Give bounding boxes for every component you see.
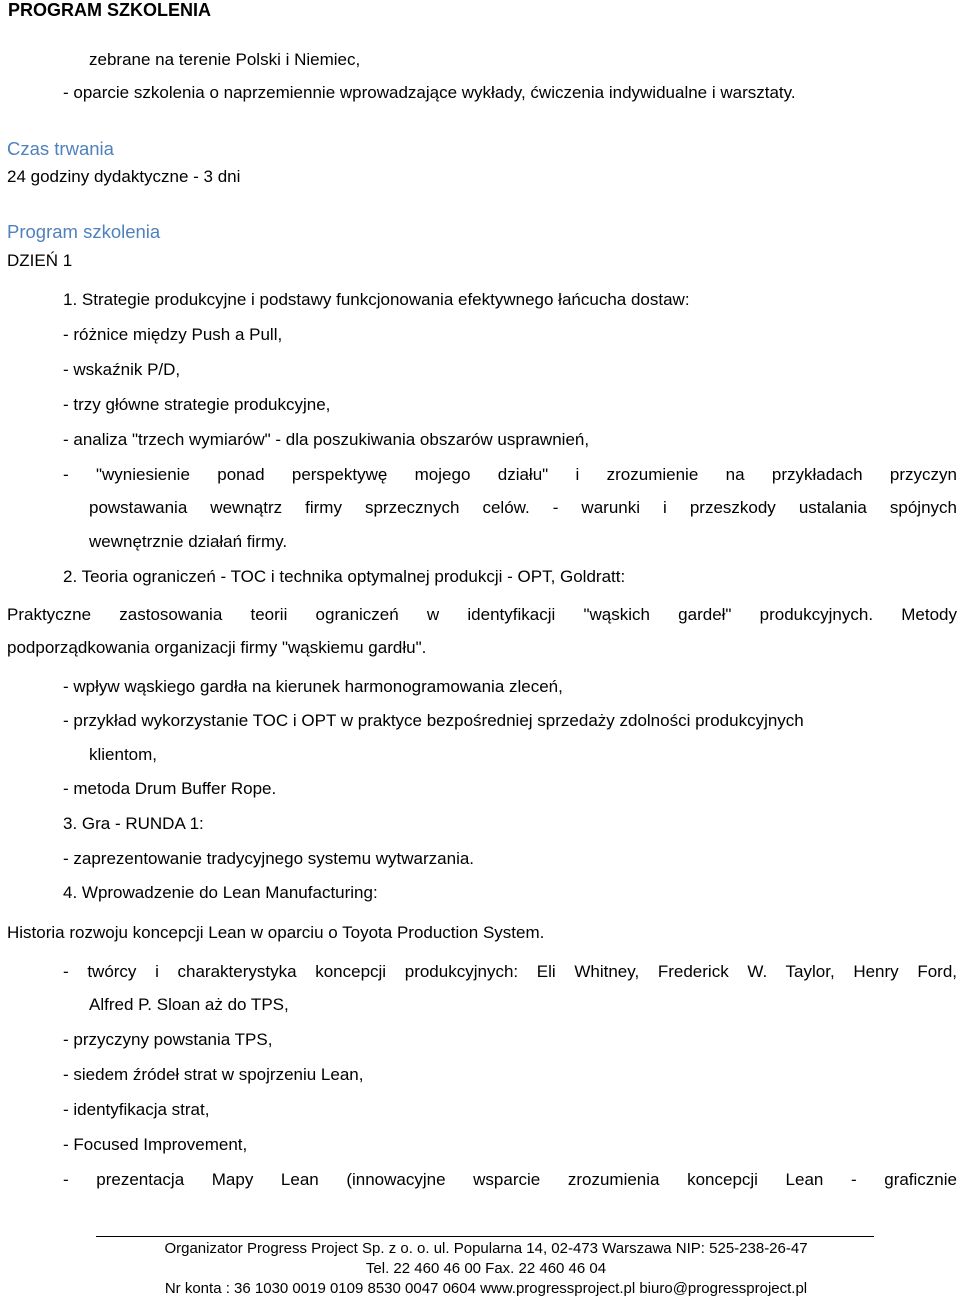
section4-paragraph: Historia rozwoju koncepcji Lean w oparciu o Toyota Production System. — [7, 923, 545, 942]
section4-title: 4. Wprowadzenie do Lean Manufacturing: — [63, 883, 378, 902]
intro-line-2: - oparcie szkolenia o naprzemiennie wprowadzające wykłady, ćwiczenia indywidualne i warsztaty. — [63, 83, 796, 102]
section4-item: - siedem źródeł strat w spojrzeniu Lean, — [63, 1065, 364, 1084]
duration-value: 24 godziny dydaktyczne - 3 dni — [7, 167, 241, 186]
section4-item: - Focused Improvement, — [63, 1135, 248, 1154]
section4-item: - prezentacja Mapy Lean (innowacyjne wsparcie zrozumienia koncepcji Lean - graficznie — [63, 1170, 957, 1189]
section4-item: - twórcy i charakterystyka koncepcji produkcyjnych: Eli Whitney, Frederick W. Taylor, Henry Ford, — [63, 962, 957, 981]
section1-long-item-line-3: wewnętrznie działań firmy. — [89, 532, 288, 551]
footer-line-1: Organizator Progress Project Sp. z o. o. ul. Popularna 14, 02-473 Warszawa NIP: 525-238-26-47 — [164, 1240, 808, 1257]
section1-item: - wskaźnik P/D, — [63, 360, 181, 379]
section4-item: - identyfikacja strat, — [63, 1100, 210, 1119]
section2-paragraph-line-1: Praktyczne zastosowania teorii ograniczeń w identyfikacji "wąskich gardeł" produkcyjnych. Metody — [7, 605, 957, 624]
section2-title: 2. Teoria ograniczeń - TOC i technika optymalnej produkcji - OPT, Goldratt: — [63, 567, 626, 586]
intro-line-1: zebrane na terenie Polski i Niemiec, — [89, 50, 361, 69]
section4-item-continuation: Alfred P. Sloan aż do TPS, — [89, 995, 289, 1014]
day-label: DZIEŃ 1 — [7, 251, 73, 270]
section1-long-item-line-1: - "wyniesienie ponad perspektywę mojego działu" i zrozumienie na przykładach przyczyn — [63, 465, 957, 484]
footer-divider — [96, 1236, 874, 1237]
section2-paragraph-line-2: podporządkowania organizacji firmy "wąskiemu gardłu". — [7, 638, 427, 657]
section2-item: - wpływ wąskiego gardła na kierunek harmonogramowania zleceń, — [63, 677, 563, 696]
section1-item: - trzy główne strategie produkcyjne, — [63, 395, 331, 414]
section1-item: - różnice między Push a Pull, — [63, 325, 283, 344]
section2-item-continuation: klientom, — [89, 745, 158, 764]
section2-item: - przykład wykorzystanie TOC i OPT w praktyce bezpośredniej sprzedaży zdolności produkcyjnych — [63, 711, 804, 730]
duration-heading: Czas trwania — [7, 138, 114, 159]
footer-line-3: Nr konta : 36 1030 0019 0109 8530 0047 0604 www.progressproject.pl biuro@progressproject.pl — [164, 1280, 808, 1297]
program-heading: Program szkolenia — [7, 221, 161, 242]
section1-item: - analiza "trzech wymiarów" - dla poszukiwania obszarów usprawnień, — [63, 430, 590, 449]
footer-line-2: Tel. 22 460 46 00 Fax. 22 460 46 04 — [365, 1260, 607, 1277]
section1-title: 1. Strategie produkcyjne i podstawy funkcjonowania efektywnego łańcucha dostaw: — [63, 290, 690, 309]
section1-long-item-line-2: powstawania wewnątrz firmy sprzecznych celów. - warunki i przeszkody ustalania spójnych — [89, 498, 957, 517]
section4-item: - przyczyny powstania TPS, — [63, 1030, 273, 1049]
section3-title: 3. Gra - RUNDA 1: — [63, 814, 204, 833]
page-title: PROGRAM SZKOLENIA — [8, 0, 212, 20]
section2-item: - metoda Drum Buffer Rope. — [63, 779, 277, 798]
section3-item: - zaprezentowanie tradycyjnego systemu wytwarzania. — [63, 849, 475, 868]
